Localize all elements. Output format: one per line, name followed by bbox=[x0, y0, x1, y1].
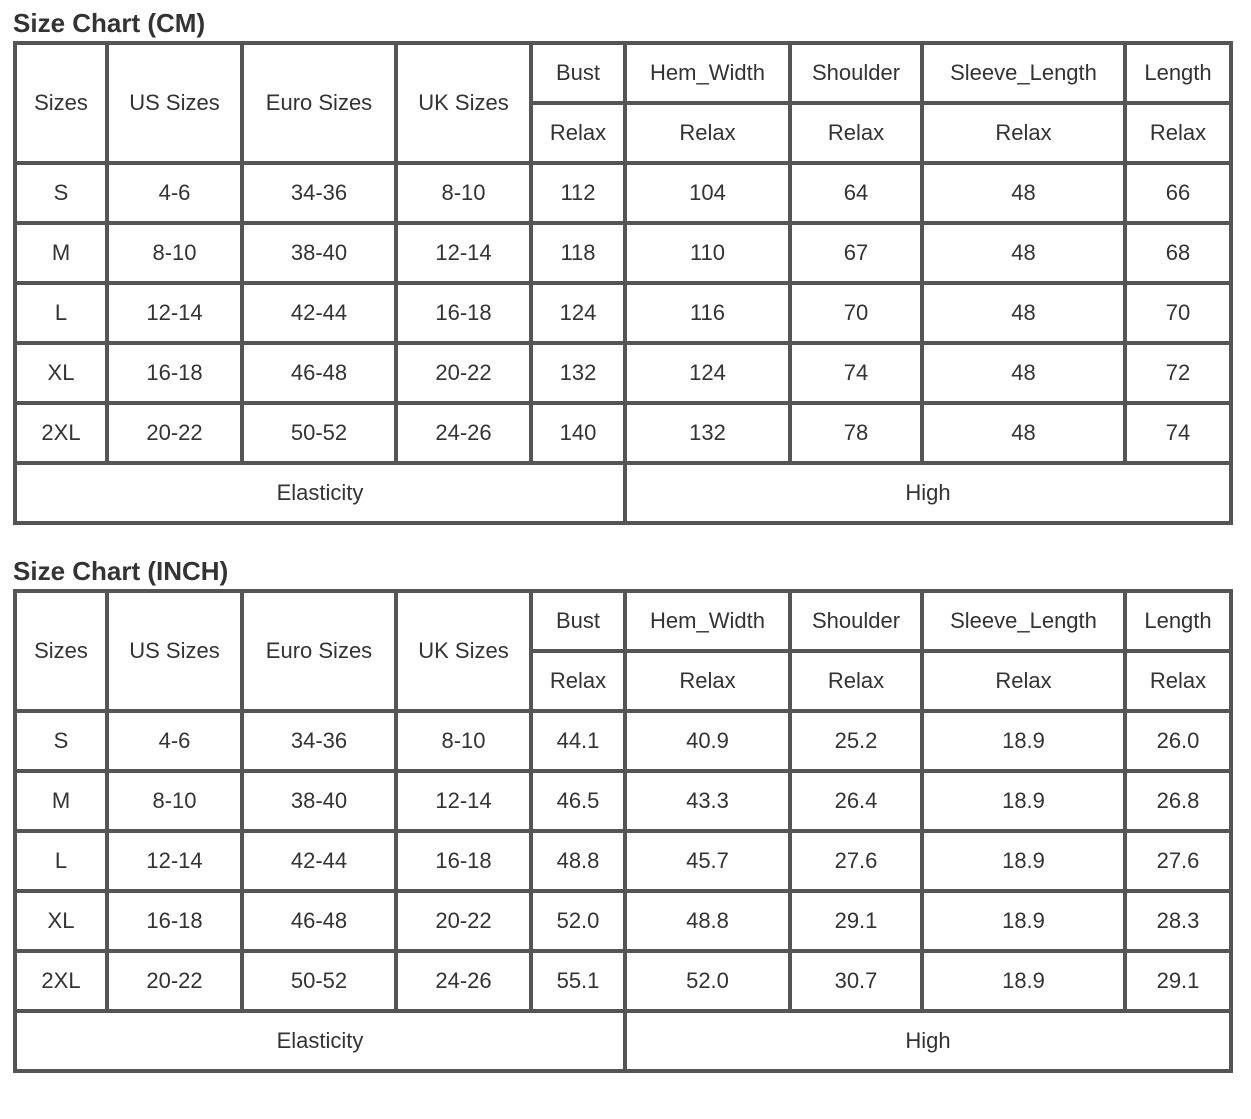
table-cell: 45.7 bbox=[625, 831, 790, 891]
size-chart-inch-title: Size Chart (INCH) bbox=[13, 556, 229, 586]
table-cell: 24-26 bbox=[396, 403, 531, 463]
size-chart-cm-title: Size Chart (CM) bbox=[13, 8, 206, 38]
table-cell: 16-18 bbox=[396, 831, 531, 891]
table-cell: 68 bbox=[1125, 223, 1231, 283]
fit-label: Relax bbox=[790, 651, 922, 711]
table-cell: 48 bbox=[922, 163, 1125, 223]
table-cell: 27.6 bbox=[1125, 831, 1231, 891]
table-cell: 8-10 bbox=[107, 771, 242, 831]
table-cell: 38-40 bbox=[242, 223, 396, 283]
table-row bbox=[15, 711, 1231, 771]
table-cell: 110 bbox=[625, 223, 790, 283]
column-header: Euro Sizes bbox=[242, 43, 396, 163]
measure-header: Bust bbox=[531, 43, 625, 103]
table-cell: 70 bbox=[1125, 283, 1231, 343]
table-cell: 8-10 bbox=[396, 163, 531, 223]
table-cell: 38-40 bbox=[242, 771, 396, 831]
table-row bbox=[15, 891, 1231, 951]
fit-label: Relax bbox=[531, 103, 625, 163]
table-cell: 52.0 bbox=[625, 951, 790, 1011]
header-row bbox=[15, 591, 1231, 651]
table-cell: 46-48 bbox=[242, 343, 396, 403]
table-cell: 25.2 bbox=[790, 711, 922, 771]
measure-header: Sleeve_Length bbox=[922, 43, 1125, 103]
column-header: UK Sizes bbox=[396, 591, 531, 711]
size-chart-inch-table bbox=[13, 589, 1233, 1073]
fit-label: Relax bbox=[922, 651, 1125, 711]
table-cell: 4-6 bbox=[107, 711, 242, 771]
column-header: US Sizes bbox=[107, 43, 242, 163]
table-cell: 12-14 bbox=[396, 771, 531, 831]
table-cell: 55.1 bbox=[531, 951, 625, 1011]
table-cell: 48 bbox=[922, 223, 1125, 283]
size-label: XL bbox=[15, 891, 107, 951]
size-chart-cm-table bbox=[13, 41, 1233, 525]
table-cell: 8-10 bbox=[107, 223, 242, 283]
column-header: US Sizes bbox=[107, 591, 242, 711]
table-cell: 12-14 bbox=[107, 283, 242, 343]
table-cell: 78 bbox=[790, 403, 922, 463]
fit-label: Relax bbox=[625, 651, 790, 711]
table-cell: 140 bbox=[531, 403, 625, 463]
table-cell: 24-26 bbox=[396, 951, 531, 1011]
table-cell: 44.1 bbox=[531, 711, 625, 771]
fit-label: Relax bbox=[625, 103, 790, 163]
table-cell: 16-18 bbox=[107, 891, 242, 951]
table-cell: 74 bbox=[1125, 403, 1231, 463]
size-label: L bbox=[15, 283, 107, 343]
elasticity-value: High bbox=[625, 1011, 1231, 1071]
size-label: L bbox=[15, 831, 107, 891]
measure-header: Hem_Width bbox=[625, 43, 790, 103]
table-cell: 50-52 bbox=[242, 951, 396, 1011]
table-cell: 48.8 bbox=[531, 831, 625, 891]
table-cell: 18.9 bbox=[922, 951, 1125, 1011]
table-cell: 4-6 bbox=[107, 163, 242, 223]
size-label: M bbox=[15, 771, 107, 831]
table-row bbox=[15, 163, 1231, 223]
table-cell: 118 bbox=[531, 223, 625, 283]
measure-header: Length bbox=[1125, 43, 1231, 103]
table-cell: 48 bbox=[922, 283, 1125, 343]
column-header: Sizes bbox=[15, 591, 107, 711]
table-row bbox=[15, 951, 1231, 1011]
table-cell: 27.6 bbox=[790, 831, 922, 891]
table-row bbox=[15, 343, 1231, 403]
table-cell: 18.9 bbox=[922, 891, 1125, 951]
size-label: XL bbox=[15, 343, 107, 403]
table-cell: 104 bbox=[625, 163, 790, 223]
measure-header: Length bbox=[1125, 591, 1231, 651]
table-cell: 46.5 bbox=[531, 771, 625, 831]
measure-header: Bust bbox=[531, 591, 625, 651]
elasticity-row bbox=[15, 463, 1231, 523]
table-cell: 48 bbox=[922, 343, 1125, 403]
table-cell: 132 bbox=[625, 403, 790, 463]
table-cell: 46-48 bbox=[242, 891, 396, 951]
table-row bbox=[15, 831, 1231, 891]
measure-header: Hem_Width bbox=[625, 591, 790, 651]
table-cell: 74 bbox=[790, 343, 922, 403]
table-cell: 12-14 bbox=[396, 223, 531, 283]
table-row bbox=[15, 223, 1231, 283]
table-row bbox=[15, 283, 1231, 343]
table-cell: 20-22 bbox=[396, 891, 531, 951]
size-label: 2XL bbox=[15, 951, 107, 1011]
fit-label: Relax bbox=[531, 651, 625, 711]
column-header: Sizes bbox=[15, 43, 107, 163]
table-cell: 18.9 bbox=[922, 771, 1125, 831]
table-cell: 8-10 bbox=[396, 711, 531, 771]
size-label: S bbox=[15, 163, 107, 223]
fit-label: Relax bbox=[1125, 103, 1231, 163]
table-cell: 26.8 bbox=[1125, 771, 1231, 831]
table-cell: 72 bbox=[1125, 343, 1231, 403]
table-cell: 43.3 bbox=[625, 771, 790, 831]
table-cell: 34-36 bbox=[242, 163, 396, 223]
table-cell: 28.3 bbox=[1125, 891, 1231, 951]
table-row bbox=[15, 771, 1231, 831]
measure-header: Sleeve_Length bbox=[922, 591, 1125, 651]
fit-label: Relax bbox=[1125, 651, 1231, 711]
table-cell: 29.1 bbox=[790, 891, 922, 951]
measure-header: Shoulder bbox=[790, 43, 922, 103]
table-cell: 20-22 bbox=[107, 403, 242, 463]
table-cell: 52.0 bbox=[531, 891, 625, 951]
table-cell: 30.7 bbox=[790, 951, 922, 1011]
column-header: UK Sizes bbox=[396, 43, 531, 163]
table-cell: 42-44 bbox=[242, 831, 396, 891]
size-label: S bbox=[15, 711, 107, 771]
header-row bbox=[15, 43, 1231, 103]
table-cell: 20-22 bbox=[396, 343, 531, 403]
table-cell: 124 bbox=[625, 343, 790, 403]
table-cell: 26.4 bbox=[790, 771, 922, 831]
table-cell: 132 bbox=[531, 343, 625, 403]
fit-label: Relax bbox=[922, 103, 1125, 163]
table-cell: 12-14 bbox=[107, 831, 242, 891]
table-cell: 16-18 bbox=[107, 343, 242, 403]
table-cell: 29.1 bbox=[1125, 951, 1231, 1011]
table-cell: 116 bbox=[625, 283, 790, 343]
table-cell: 40.9 bbox=[625, 711, 790, 771]
table-cell: 64 bbox=[790, 163, 922, 223]
table-cell: 20-22 bbox=[107, 951, 242, 1011]
elasticity-value: High bbox=[625, 463, 1231, 523]
column-header: Euro Sizes bbox=[242, 591, 396, 711]
table-cell: 66 bbox=[1125, 163, 1231, 223]
elasticity-label: Elasticity bbox=[15, 1011, 625, 1071]
table-cell: 48.8 bbox=[625, 891, 790, 951]
table-cell: 18.9 bbox=[922, 711, 1125, 771]
table-cell: 67 bbox=[790, 223, 922, 283]
size-label: 2XL bbox=[15, 403, 107, 463]
table-cell: 48 bbox=[922, 403, 1125, 463]
elasticity-label: Elasticity bbox=[15, 463, 625, 523]
table-cell: 124 bbox=[531, 283, 625, 343]
size-label: M bbox=[15, 223, 107, 283]
elasticity-row bbox=[15, 1011, 1231, 1071]
fit-label: Relax bbox=[790, 103, 922, 163]
table-cell: 16-18 bbox=[396, 283, 531, 343]
table-cell: 42-44 bbox=[242, 283, 396, 343]
table-cell: 70 bbox=[790, 283, 922, 343]
table-cell: 26.0 bbox=[1125, 711, 1231, 771]
table-cell: 18.9 bbox=[922, 831, 1125, 891]
table-cell: 50-52 bbox=[242, 403, 396, 463]
table-row bbox=[15, 403, 1231, 463]
measure-header: Shoulder bbox=[790, 591, 922, 651]
table-cell: 34-36 bbox=[242, 711, 396, 771]
table-cell: 112 bbox=[531, 163, 625, 223]
